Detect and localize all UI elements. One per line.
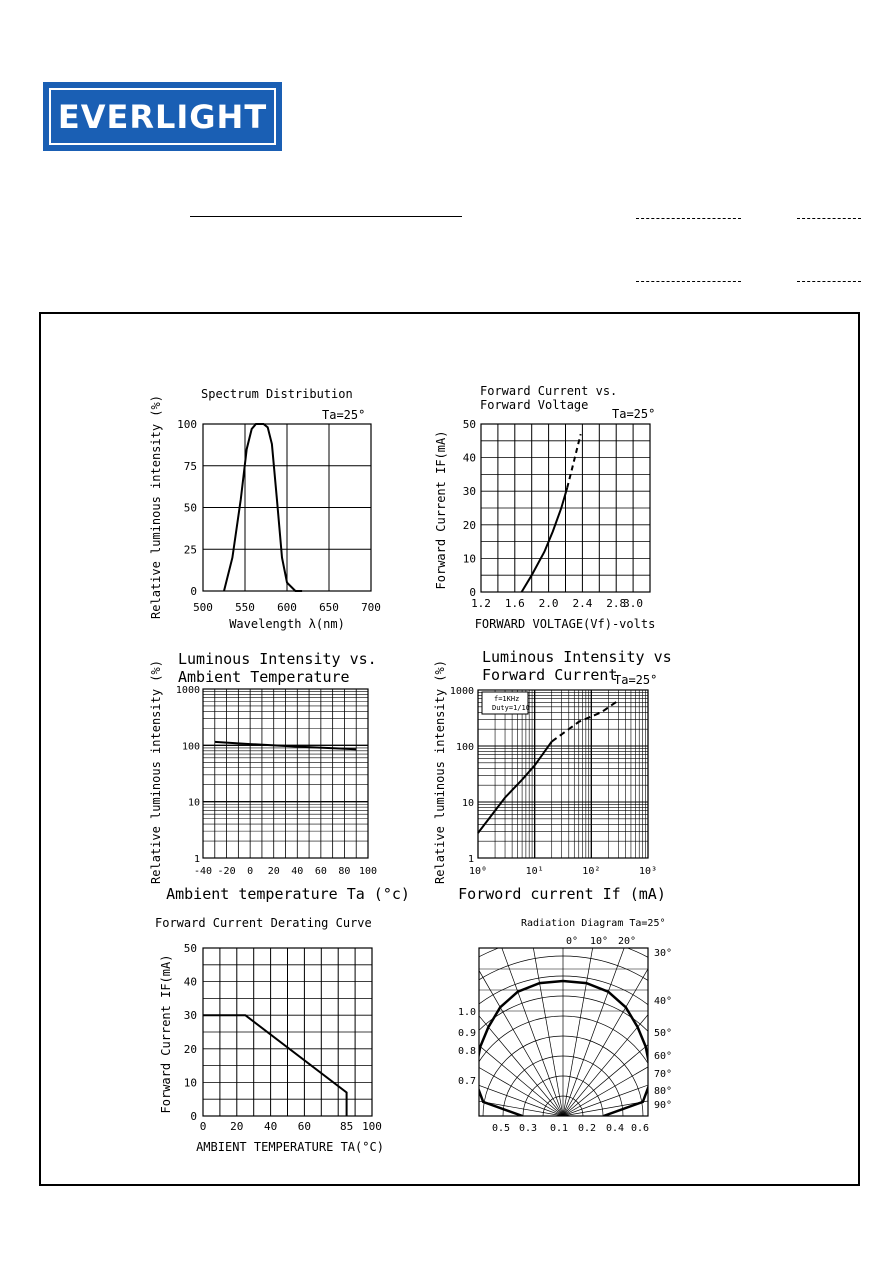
x-tick-label: 80	[338, 866, 351, 877]
angle-label: 30°	[654, 948, 673, 959]
x-tick-label: 2.4	[572, 597, 593, 610]
annotation: Ta=25°	[322, 408, 366, 422]
angle-label: 20°	[618, 936, 637, 947]
angle-label: 50°	[654, 1028, 673, 1039]
bottom-label: 0.4	[605, 1123, 625, 1134]
plot-frame	[479, 948, 648, 1116]
chart-title: Radiation Diagram Ta=25°	[521, 918, 666, 929]
angle-ray	[390, 1016, 563, 1116]
x-tick-label: 100	[358, 866, 378, 877]
y-axis-label: Forward Current IF(mA)	[159, 954, 173, 1114]
y-tick-label: 1	[467, 854, 474, 865]
x-axis-label: FORWARD VOLTAGE(Vf)-volts	[474, 617, 656, 631]
x-tick-label: 700	[361, 601, 381, 614]
angle-ray	[563, 963, 692, 1116]
bottom-label: 0.6	[630, 1123, 650, 1134]
bottom-label: 0.3	[518, 1123, 538, 1134]
x-axis-label: AMBIENT TEMPERATURE TA(°C)	[196, 1140, 384, 1154]
x-tick-label: 500	[193, 601, 213, 614]
chart-title: Forward Current Derating Curve	[155, 916, 372, 930]
plot-frame	[478, 690, 648, 858]
legend-text: f=1KHz	[494, 695, 520, 703]
y-tick-label: 100	[455, 742, 474, 753]
x-tick-label: 600	[277, 601, 297, 614]
y-tick-label: 0	[190, 585, 197, 598]
x-tick-label: 550	[235, 601, 255, 614]
angle-ray	[563, 1016, 736, 1116]
angle-label: 90°	[654, 1100, 673, 1111]
bottom-label: 0.5	[491, 1123, 511, 1134]
angle-label: 60°	[654, 1051, 673, 1062]
x-tick-label: 10¹	[525, 866, 544, 877]
y-tick-label: 50	[183, 501, 197, 515]
radiation-grid	[363, 916, 763, 1263]
y-tick-label: 40	[462, 451, 476, 465]
chart-title: Forward Current vs.	[480, 384, 618, 398]
annotation: Ta=25°	[614, 673, 658, 687]
y-tick-label: 50	[462, 418, 476, 431]
angle-label: 40°	[654, 996, 673, 1007]
y-tick-label: 30	[183, 1009, 197, 1023]
radial-label: 0.8	[457, 1046, 476, 1057]
x-axis-label: Ambient temperature Ta (°c)	[166, 885, 410, 903]
chart-title-line2: Ambient Temperature	[178, 668, 350, 686]
annotation: Ta=25°	[612, 407, 656, 421]
y-tick-label: 10	[183, 1076, 197, 1090]
x-tick-label: 100	[362, 1120, 382, 1133]
angle-label: 10°	[590, 936, 609, 947]
radial-label: 1.0	[457, 1007, 476, 1018]
chart-title-line2: Forward Voltage	[480, 398, 589, 412]
x-tick-label: 1.6	[504, 597, 525, 610]
angle-ray	[434, 963, 563, 1116]
y-tick-label: 10	[187, 797, 200, 809]
y-tick-label: 1000	[175, 685, 200, 696]
x-tick-label: 10³	[638, 866, 658, 877]
x-tick-label: -40	[193, 866, 213, 877]
x-tick-label: 10⁰	[468, 866, 488, 877]
logo-text: EVERLIGHT	[57, 97, 268, 136]
chart-title: Luminous Intensity vs.	[178, 650, 377, 668]
angle-label: 70°	[654, 1069, 673, 1080]
x-tick-label: 0	[199, 1120, 207, 1133]
angle-label: 0°	[566, 936, 579, 947]
y-tick-label: 1000	[449, 686, 474, 697]
x-tick-label: 40	[263, 1120, 278, 1133]
y-tick-label: 20	[183, 1042, 197, 1056]
y-tick-label: 1	[193, 854, 200, 865]
x-tick-label: 0	[247, 866, 254, 877]
x-tick-label: 40	[291, 866, 304, 877]
x-tick-label: 2.0	[538, 597, 559, 610]
y-tick-label: 100	[177, 418, 197, 431]
y-tick-label: 10	[462, 552, 476, 566]
y-tick-label: 0	[190, 1110, 197, 1123]
angle-ray	[410, 987, 563, 1116]
y-tick-label: 75	[183, 459, 197, 473]
y-tick-label: 50	[183, 942, 197, 955]
y-tick-label: 30	[462, 485, 476, 499]
y-axis-label: Relative luminous intensity (%)	[149, 660, 163, 884]
bottom-label: 0.2	[577, 1123, 597, 1134]
chart-title-line2: Forward Current	[482, 666, 618, 684]
y-axis-label: Relative luminous intensity (%)	[433, 660, 447, 884]
bottom-label: 0.1	[549, 1123, 569, 1134]
iv-curve	[522, 488, 568, 592]
y-axis-label: Relative luminous intensity (%)	[149, 395, 163, 619]
x-tick-label: 2.8	[606, 597, 627, 610]
angle-label: 80°	[654, 1086, 673, 1097]
x-tick-label: 20	[267, 866, 280, 877]
y-tick-label: 0	[469, 586, 476, 599]
y-axis-label: Forward Current IF(mA)	[434, 430, 448, 590]
x-tick-label: -20	[217, 866, 236, 877]
iv-current-curve	[478, 742, 552, 833]
x-axis-label: Forword current If (mA)	[458, 885, 666, 903]
y-tick-label: 100	[181, 741, 200, 753]
x-tick-label: 3.0	[623, 597, 644, 610]
radial-label: 0.7	[457, 1076, 476, 1087]
angle-ray	[563, 987, 716, 1116]
iv-curve	[567, 434, 581, 488]
x-tick-label: 60	[297, 1120, 312, 1133]
y-tick-label: 25	[183, 543, 197, 557]
x-tick-label: 10²	[582, 866, 601, 877]
x-tick-label: 1.2	[471, 597, 491, 610]
y-tick-label: 40	[183, 975, 197, 989]
radial-label: 0.9	[457, 1028, 476, 1039]
x-axis-label: Wavelength λ(nm)	[229, 617, 345, 631]
y-tick-label: 10	[461, 798, 474, 809]
legend-text: Duty=1/10	[492, 704, 530, 712]
x-tick-label: 650	[319, 601, 339, 614]
chart-title: Spectrum Distribution	[201, 387, 353, 401]
x-tick-label: 60	[314, 866, 327, 877]
y-tick-label: 20	[462, 518, 476, 532]
chart-title: Luminous Intensity vs	[482, 648, 672, 666]
x-tick-label: 20	[230, 1120, 244, 1133]
x-tick-label: 85	[340, 1120, 354, 1133]
